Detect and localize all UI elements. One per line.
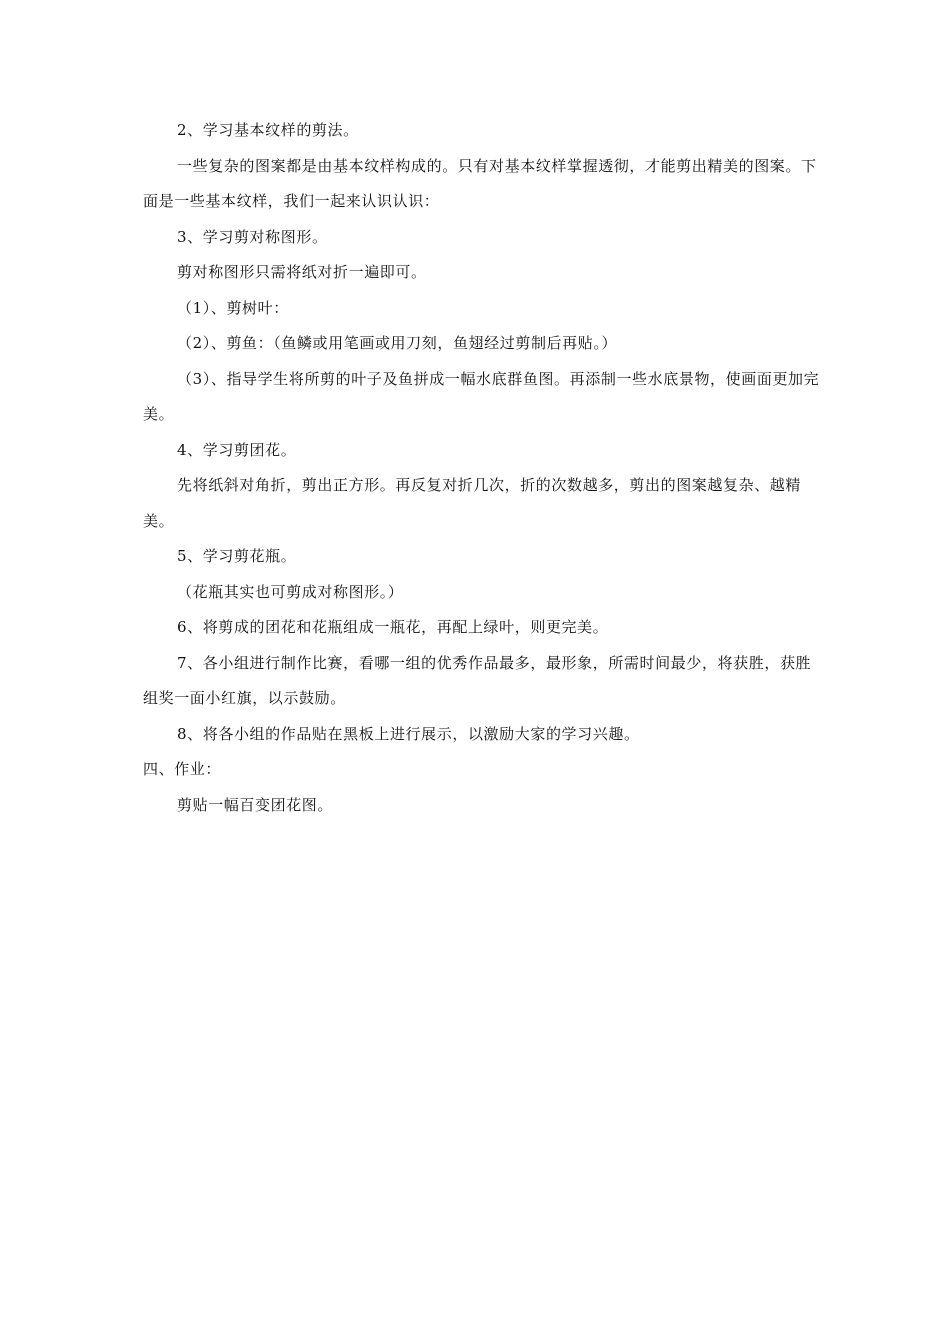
paragraph-step-6: 6、将剪成的团花和花瓶组成一瓶花，再配上绿叶，则更完美。 (177, 618, 609, 636)
paragraph-homework: 剪贴一幅百变团花图。 (177, 795, 334, 814)
paragraph-basic-patterns: 一些复杂的图案都是由基本纹样构成的。只有对基本纹样掌握透彻，才能剪出精美的图案。下面是一些基本纹样，我们一起来认识认识： (143, 156, 817, 210)
paragraph-paper-folding: 先将纸斜对角折，剪出正方形。再反复对折几次，折的次数越多，剪出的图案越复杂、越精美。 (143, 476, 802, 530)
paragraph-step-7: 7、各小组进行制作比赛，看哪一组的优秀作品最多，最形象，所需时间最少，将获胜，获胜组奖一面小红旗，以示鼓励。 (143, 653, 812, 707)
paragraph-step-4-heading: 4、学习剪团花。 (177, 440, 297, 459)
document-body (143, 113, 823, 823)
paragraph-step-8: 8、将各小组的作品贴在黑板上进行展示，以激励大家的学习兴趣。 (177, 724, 640, 743)
paragraph-step-2-heading: 2、学习基本纹样的剪法。 (177, 121, 359, 139)
paragraph-vase-note: （花瓶其实也可剪成对称图形。） (177, 582, 404, 601)
paragraph-symmetry-note: 剪对称图形只需将纸对折一遍即可。 (177, 263, 427, 281)
paragraph-cut-leaf: （1）、剪树叶： (177, 298, 289, 317)
paragraph-cut-fish: （2）、剪鱼：（鱼鳞或用笔画或用刀刻，鱼翅经过剪制后再贴。） (177, 334, 618, 352)
paragraph-underwater-scene: （3）、指导学生将所剪的叶子及鱼拼成一幅水底群鱼图。再添制一些水底景物，使画面更加完美。 (143, 369, 820, 423)
paragraph-step-3-heading: 3、学习剪对称图形。 (177, 227, 328, 246)
section-heading-homework: 四、作业： (143, 760, 222, 778)
paragraph-step-5-heading: 5、学习剪花瓶。 (177, 547, 297, 565)
